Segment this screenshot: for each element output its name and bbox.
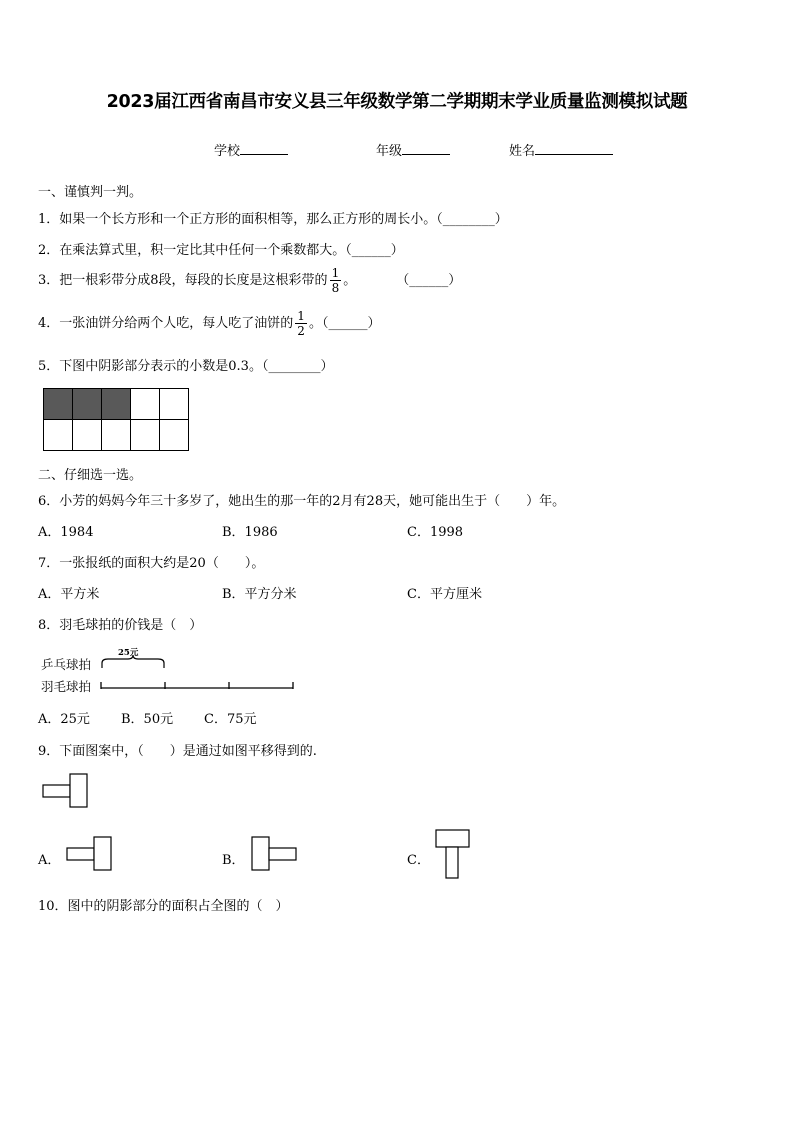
q5-number: 5． — [38, 359, 60, 374]
q1-text: 如果一个长方形和一个正方形的面积相等，那么正方形的周长小。 — [59, 212, 437, 227]
q6-option-a[interactable]: A．1984 — [38, 525, 94, 540]
q4-answer-blank[interactable]: （______） — [321, 316, 381, 331]
q8-option-a[interactable]: A．25元 — [38, 712, 90, 727]
q3-frac-num: 1 — [331, 266, 340, 280]
q9-option-b-shape — [252, 837, 296, 870]
q3-answer-blank[interactable]: （______） — [396, 273, 462, 288]
q3-after: 。 — [343, 273, 357, 288]
q8-label-badminton: 羽毛球拍 — [41, 679, 92, 694]
q3-number: 3． — [38, 273, 60, 288]
q7-text: 一张报纸的面积大约是20（ ）。 — [59, 556, 265, 571]
question-10 — [38, 895, 289, 914]
q1-answer-blank[interactable]: （________） — [436, 212, 508, 227]
q9-number: 9． — [38, 744, 60, 759]
q9-option-a-shape — [67, 837, 111, 870]
q3-text: 把一根彩带分成8段，每段的长度是这根彩带的 — [59, 273, 328, 288]
q8-label-pingpong: 乒乓球拍 — [41, 657, 92, 672]
q1-number: 1． — [38, 212, 60, 227]
q9-original-shape — [43, 774, 87, 807]
q7-number: 7． — [38, 556, 60, 571]
q3-frac-den: 8 — [331, 281, 340, 295]
q6-option-b[interactable]: B．1986 — [222, 525, 278, 540]
q8-option-c[interactable]: C．75元 — [204, 712, 257, 727]
q9-option-c[interactable]: C． — [407, 853, 430, 868]
q8-number: 8． — [38, 618, 60, 633]
q8-brace-value: 25元 — [118, 648, 139, 658]
q4-frac-num: 1 — [297, 309, 305, 323]
q6-number: 6． — [38, 494, 60, 509]
q10-text: 图中的阴影部分的面积占全图的（ ） — [67, 899, 289, 914]
q9-option-b[interactable]: B． — [222, 853, 245, 868]
section-2-heading: 二、仔细选一选。 — [38, 468, 143, 483]
q5-text: 下图中阴影部分表示的小数是0.3。 — [59, 359, 262, 374]
q4-frac-den: 2 — [297, 324, 305, 338]
q4-after: 。 — [308, 316, 322, 331]
q2-number: 2． — [38, 243, 60, 258]
q9-option-c-shape — [436, 830, 469, 878]
q9-text: 下面图案中，（ ）是通过如图平移得到的. — [59, 744, 317, 759]
q8-text: 羽毛球拍的价钱是（ ） — [59, 618, 203, 633]
q10-number: 10． — [38, 899, 68, 914]
grade-label: 年级 — [376, 144, 403, 159]
name-label: 姓名 — [509, 144, 536, 159]
q7-option-a[interactable]: A．平方米 — [38, 587, 100, 602]
q8-option-b[interactable]: B．50元 — [121, 712, 174, 727]
q5-answer-blank[interactable]: （________） — [261, 359, 334, 374]
section-1-heading: 一、谨慎判一判。 — [38, 185, 143, 200]
q9-option-a[interactable]: A． — [38, 853, 61, 868]
school-label: 学校 — [214, 144, 241, 159]
page-title: 2023届江西省南昌市安义县三年级数学第二学期期末学业质量监测模拟试题 — [106, 92, 688, 112]
q4-text: 一张油饼分给两个人吃，每人吃了油饼的 — [59, 316, 294, 331]
q2-answer-blank[interactable]: （______） — [345, 243, 404, 258]
q7-option-c[interactable]: C．平方厘米 — [407, 587, 482, 602]
q2-text: 在乘法算式里，积一定比其中任何一个乘数都大。 — [59, 243, 346, 258]
q4-number: 4． — [38, 316, 60, 331]
q6-text: 小芳的妈妈今年三十多岁了，她出生的那一年的2月有28天，她可能出生于（ ）年。 — [59, 494, 566, 509]
q7-option-b[interactable]: B．平方分米 — [222, 587, 297, 602]
q6-option-c[interactable]: C．1998 — [407, 525, 464, 540]
